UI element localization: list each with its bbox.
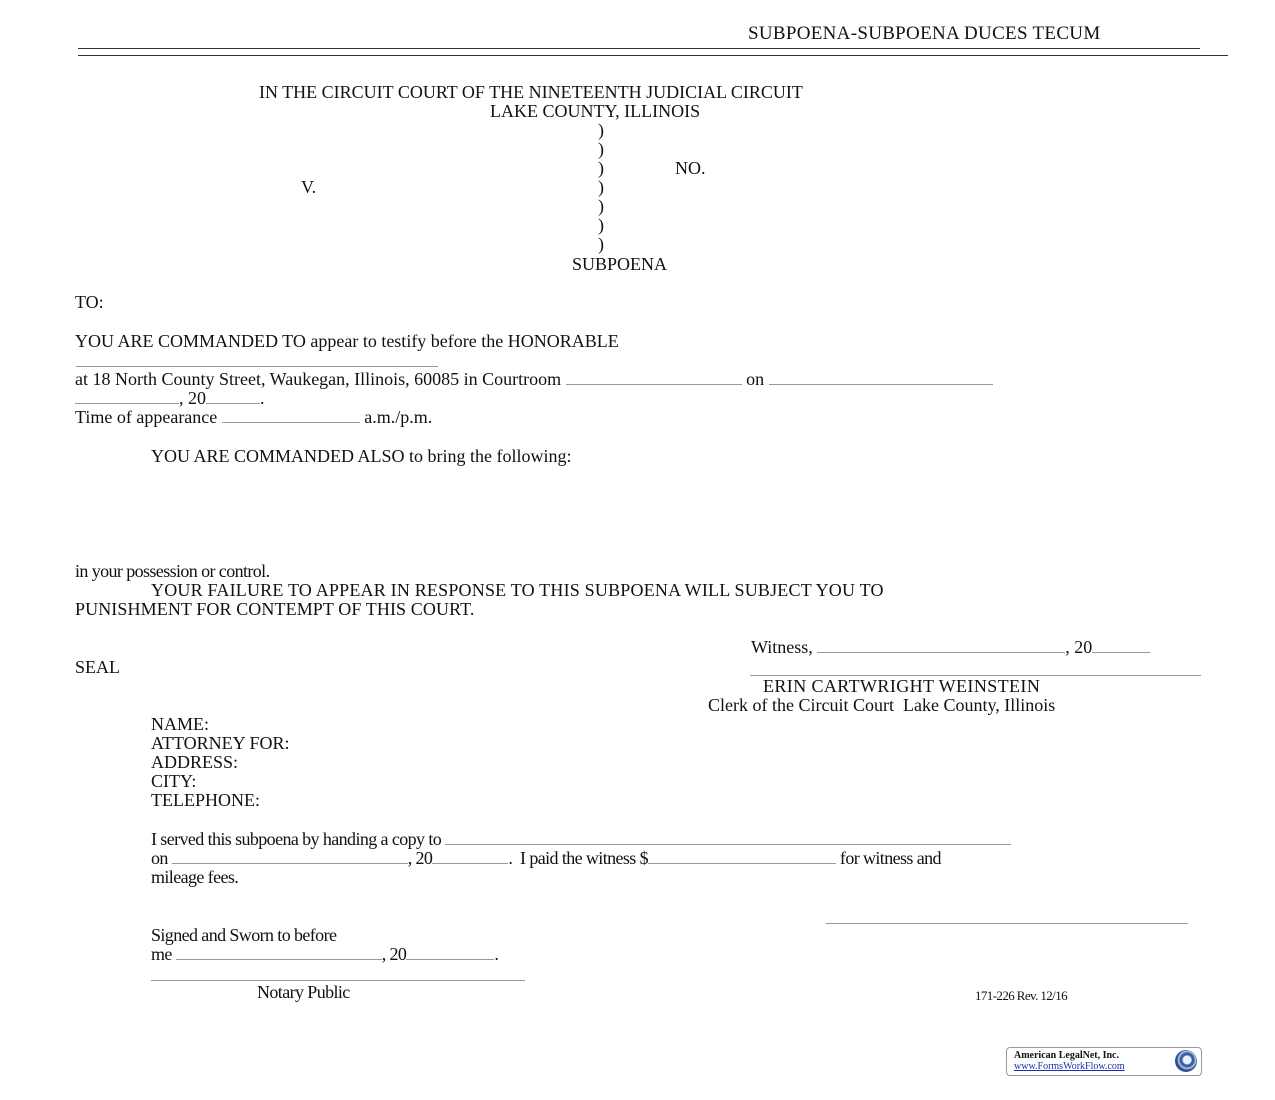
witness-label: Witness, xyxy=(751,637,813,657)
header-rule-bottom xyxy=(78,55,1228,56)
service-line2 xyxy=(151,848,941,868)
seal-label: SEAL xyxy=(75,657,120,677)
date-continued-field[interactable] xyxy=(75,389,179,404)
witness-year-field[interactable] xyxy=(1092,638,1150,653)
notary-year-field[interactable] xyxy=(406,945,494,960)
caption-paren: ) xyxy=(598,177,604,197)
form-number: 171-226 Rev. 12/16 xyxy=(975,988,1067,1003)
fees-label: for witness and xyxy=(839,848,941,868)
notary-period: . xyxy=(494,944,499,964)
possession-line: in your possession or control. xyxy=(75,561,270,581)
court-county: LAKE COUNTY, ILLINOIS xyxy=(490,101,701,121)
also-command: YOU ARE COMMANDED ALSO to bring the following: xyxy=(151,446,572,466)
year-field[interactable] xyxy=(206,389,260,404)
witness-line xyxy=(751,637,1150,657)
period: . xyxy=(260,388,265,408)
case-number-label: NO. xyxy=(675,158,706,178)
year-line xyxy=(75,388,265,408)
attorney-name-label: NAME: xyxy=(151,714,209,734)
court-name: IN THE CIRCUIT COURT OF THE NINETEENTH JUDICIAL CIRCUIT xyxy=(259,82,803,102)
notary-line2 xyxy=(151,944,498,964)
service-on-label: on xyxy=(151,848,168,868)
service-year-prefix: , 20 xyxy=(407,848,433,868)
notary-line1: Signed and Sworn to before xyxy=(151,925,337,945)
address-text: at 18 North County Street, Waukegan, Illinois, 60085 in Courtroom xyxy=(75,369,562,389)
server-signature-field[interactable] xyxy=(826,923,1188,924)
paid-label: . I paid the witness $ xyxy=(508,848,649,868)
witness-date-field[interactable] xyxy=(817,638,1065,653)
command-line: YOU ARE COMMANDED TO appear to testify before the HONORABLE xyxy=(75,331,619,351)
year-prefix: , 20 xyxy=(179,388,206,408)
form-title: SUBPOENA-SUBPOENA DUCES TECUM xyxy=(748,23,1101,44)
courtroom-field[interactable] xyxy=(566,370,742,385)
caption-paren: ) xyxy=(598,196,604,216)
caption-paren: ) xyxy=(598,234,604,254)
caption-paren: ) xyxy=(598,120,604,140)
time-label: Time of appearance xyxy=(75,407,218,427)
date-field[interactable] xyxy=(769,370,993,385)
header-rule-top xyxy=(78,48,1200,49)
notary-me-label: me xyxy=(151,944,172,964)
failure-warning-line1: YOUR FAILURE TO APPEAR IN RESPONSE TO THIS SUBPOENA WILL SUBJECT YOU TO xyxy=(151,580,884,600)
notary-title: Notary Public xyxy=(257,982,350,1002)
notary-year-prefix: , 20 xyxy=(381,944,407,964)
vendor-name: American LegalNet, Inc. xyxy=(1014,1050,1119,1061)
notary-signature-field[interactable] xyxy=(151,980,525,981)
service-line3: mileage fees. xyxy=(151,867,239,887)
to-label: TO: xyxy=(75,292,104,312)
caption-paren: ) xyxy=(598,158,604,178)
globe-icon xyxy=(1175,1050,1197,1072)
clerk-name: ERIN CARTWRIGHT WEINSTEIN xyxy=(763,676,1041,696)
attorney-for-label: ATTORNEY FOR: xyxy=(151,733,290,753)
time-field[interactable] xyxy=(222,408,360,423)
attorney-city-label: CITY: xyxy=(151,771,197,791)
notary-date-field[interactable] xyxy=(176,945,382,960)
vendor-logo[interactable] xyxy=(1006,1047,1202,1076)
served-person-field[interactable] xyxy=(445,830,1011,845)
caption-paren: ) xyxy=(598,215,604,235)
attorney-address-label: ADDRESS: xyxy=(151,752,239,772)
fee-amount-field[interactable] xyxy=(648,849,836,864)
vendor-link[interactable]: www.FormsWorkFlow.com xyxy=(1014,1061,1125,1072)
time-suffix: a.m./p.m. xyxy=(364,407,433,427)
failure-warning-line2: PUNISHMENT FOR CONTEMPT OF THIS COURT. xyxy=(75,599,475,619)
judge-name-field[interactable] xyxy=(76,366,438,367)
service-line1 xyxy=(151,829,1011,849)
versus-label: V. xyxy=(301,177,317,197)
service-text: I served this subpoena by handing a copy to xyxy=(151,829,442,849)
service-year-field[interactable] xyxy=(432,849,508,864)
time-line xyxy=(75,407,432,427)
document-type: SUBPOENA xyxy=(572,254,668,274)
witness-year-prefix: , 20 xyxy=(1065,637,1093,657)
caption-paren: ) xyxy=(598,139,604,159)
attorney-telephone-label: TELEPHONE: xyxy=(151,790,260,810)
clerk-title: Clerk of the Circuit Court Lake County, Illinois xyxy=(708,695,1056,715)
on-label: on xyxy=(746,369,765,389)
service-date-field[interactable] xyxy=(172,849,408,864)
address-line xyxy=(75,369,993,389)
documents-area[interactable] xyxy=(75,470,1195,560)
